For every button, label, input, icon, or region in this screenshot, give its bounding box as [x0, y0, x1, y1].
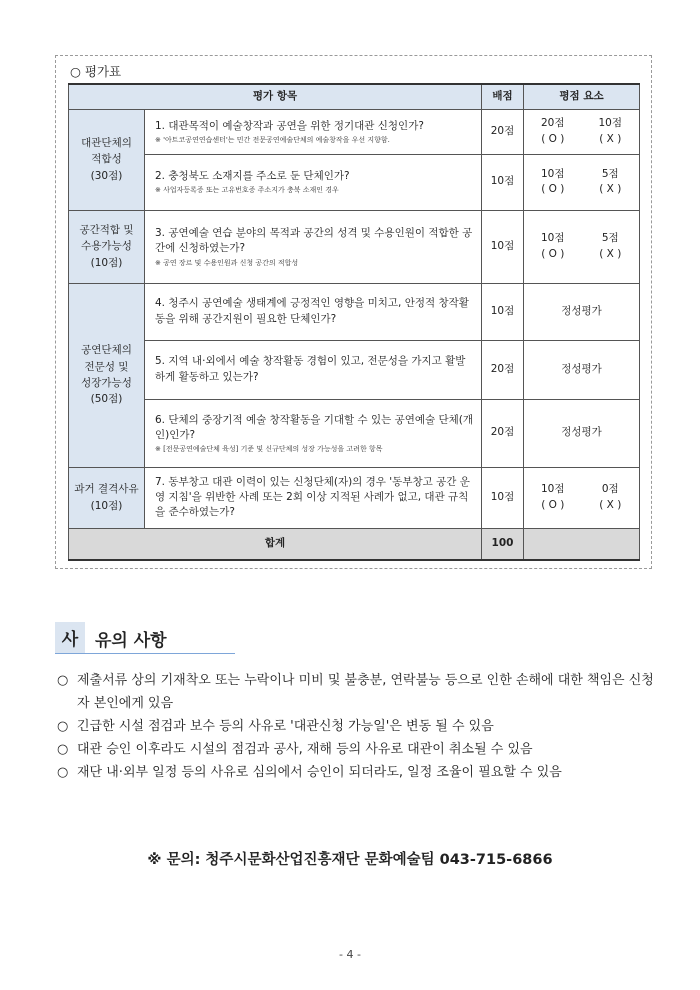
criteria-cell — [524, 154, 640, 210]
category-past-disqualification: 과거 결격사유 (10점) — [69, 467, 145, 528]
criteria-fail: 0점 ( X ) — [599, 483, 622, 511]
criteria-pass: 10점 ( O ) — [541, 232, 565, 260]
score-cell: 10점 — [482, 210, 524, 283]
criteria-fail: 5점 ( X ) — [599, 167, 622, 195]
list-item — [57, 761, 657, 784]
notice-section-heading — [55, 622, 235, 654]
evaluation-box — [55, 55, 652, 569]
total-empty — [524, 528, 640, 560]
criteria-pass: 20점 ( O ) — [541, 117, 565, 145]
bullet-icon: ○ — [57, 719, 69, 734]
bullet-icon: ○ — [57, 673, 69, 688]
header-item: 평가 항목 — [69, 84, 482, 109]
list-item — [57, 738, 657, 761]
list-item-text: 대관 승인 이후라도 시설의 점검과 공사, 재해 등의 사유로 대관이 취소될 수 있음 — [77, 742, 533, 757]
page-number: - 4 - — [339, 948, 361, 961]
category-expertise: 공연단체의 전문성 및 성장가능성 (50점) — [69, 283, 145, 467]
table-row — [69, 109, 640, 154]
criteria-cell: 정성평가 — [524, 399, 640, 467]
score-cell: 20점 — [482, 399, 524, 467]
list-item-text: 제출서류 상의 기재착오 또는 누락이나 미비 및 불충분, 연락불능 등으로 인한 손해에 대한 책임은 신청자 본인에게 있음 — [77, 673, 654, 711]
total-row — [69, 528, 640, 560]
table-row — [69, 399, 640, 467]
score-cell: 10점 — [482, 283, 524, 340]
criteria-cell — [524, 109, 640, 154]
evaluation-table — [68, 83, 640, 561]
category-suitability: 대관단체의 적합성 (30점) — [69, 109, 145, 210]
table-header-row — [69, 84, 640, 109]
criteria-cell: 정성평가 — [524, 283, 640, 340]
eval-item-2 — [145, 154, 482, 210]
eval-item-note: ※ 공연 장르 및 수용인원과 신청 공간의 적합성 — [155, 258, 299, 267]
category-space-fit: 공간적합 및 수용가능성 (10점) — [69, 210, 145, 283]
criteria-cell — [524, 467, 640, 528]
score-cell: 20점 — [482, 109, 524, 154]
eval-item-note: ※ 사업자등록증 또는 고유번호증 주소지가 충북 소재인 경우 — [155, 186, 339, 195]
eval-item-3 — [145, 210, 482, 283]
eval-item-4 — [145, 283, 482, 340]
eval-item-text: 3. 공연예술 연습 분야의 목적과 공간의 성격 및 수용인원이 적합한 공간에 신청하였는가? — [155, 227, 473, 255]
eval-item-5 — [145, 340, 482, 399]
eval-item-6 — [145, 399, 482, 467]
eval-item-7 — [145, 467, 482, 528]
table-row — [69, 283, 640, 340]
total-score: 100 — [482, 528, 524, 560]
table-row — [69, 467, 640, 528]
score-cell: 10점 — [482, 467, 524, 528]
bullet-icon: ○ — [57, 742, 69, 757]
section-mark: 사 — [55, 622, 85, 653]
list-item — [57, 715, 657, 738]
score-cell: 20점 — [482, 340, 524, 399]
table-row — [69, 210, 640, 283]
evaluation-title: ○ 평가표 — [70, 64, 122, 79]
criteria-cell — [524, 210, 640, 283]
eval-item-text: 4. 청주시 공연예술 생태계에 긍정적인 영향을 미치고, 안정적 창작활동을 위해 공간지원이 필요한 단체인가? — [155, 297, 469, 325]
criteria-fail: 5점 ( X ) — [599, 232, 622, 260]
table-row — [69, 340, 640, 399]
criteria-cell: 정성평가 — [524, 340, 640, 399]
eval-item-note: ※ '아트코공연연습센터'는 민간 전문공연예술단체의 예술창작을 우선 지향함. — [155, 135, 390, 144]
eval-item-text: 6. 단체의 중장기적 예술 창작활동을 기대할 수 있는 공연예술 단체(개인)인가? — [155, 413, 474, 441]
list-item-text: 긴급한 시설 점검과 보수 등의 사유로 '대관신청 가능일'은 변동 될 수 있음 — [77, 719, 494, 734]
criteria-fail: 10점 ( X ) — [598, 117, 623, 145]
criteria-pass: 10점 ( O ) — [541, 167, 565, 195]
eval-item-1 — [145, 109, 482, 154]
eval-item-text: 2. 충청북도 소재지를 주소로 둔 단체인가? — [155, 170, 350, 183]
list-item — [57, 669, 657, 715]
score-cell: 10점 — [482, 154, 524, 210]
contact-info: ※ 문의: 청주시문화산업진흥재단 문화예술팀 043-715-6866 — [147, 852, 553, 868]
bullet-icon: ○ — [57, 765, 69, 780]
eval-item-text: 1. 대관목적이 예술창작과 공연을 위한 정기대관 신청인가? — [155, 119, 424, 132]
eval-item-note: ※ [전문공연예술단체 육성] 기준 및 신규단체의 성장 가능성을 고려한 항목 — [155, 445, 383, 454]
table-row — [69, 154, 640, 210]
eval-item-text: 7. 동부창고 대관 이력이 있는 신청단체(자)의 경우 '동부창고 공간 운영 지침'을 위반한 사례 또는 2회 이상 지적된 사례가 없고, 대관 규칙을 준수하였는가? — [155, 475, 470, 519]
header-score: 배점 — [482, 84, 524, 109]
total-label: 합계 — [69, 528, 482, 560]
list-item-text: 재단 내·외부 일정 등의 사유로 심의에서 승인이 되더라도, 일정 조율이 필요할 수 있음 — [77, 765, 562, 780]
section-title: 유의 사항 — [95, 631, 167, 651]
eval-item-text: 5. 지역 내·외에서 예술 창작활동 경험이 있고, 전문성을 가지고 활발하게 활동하고 있는가? — [155, 355, 466, 383]
notice-list — [57, 669, 657, 784]
criteria-pass: 10점 ( O ) — [541, 483, 565, 511]
header-criteria: 평점 요소 — [524, 84, 640, 109]
